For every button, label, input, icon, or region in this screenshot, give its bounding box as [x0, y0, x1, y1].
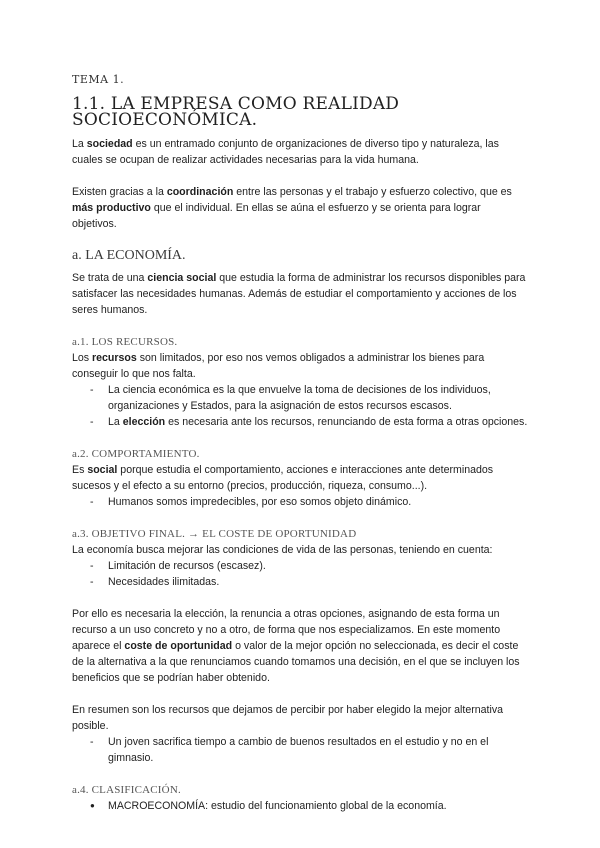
list-item: ● MACROECONOMÍA: estudio del funcionamiento global de la economía. [72, 798, 528, 814]
bold-term: coordinación [166, 186, 234, 198]
recursos-paragraph: Los recursos son limitados, por eso nos vemos obligados a administrar los bienes para conseguir lo que nos falta. [72, 352, 485, 380]
coste-oportunidad-paragraph: Por ello es necesaria la elección, la renuncia a otras opciones, asignando de esta forma un recurso a un uso concreto y no a otro, de forma que nos especializamos. En este momento aparece el coste de oportunidad o valor de la mejor opción no seleccionada, es decir el coste de la alternativa a la que renunciamos cuando tomamos una decisión, en el que se incluyen los beneficios que se podrían haber obtenido. [72, 608, 520, 684]
subsection-heading-comportamiento: a.2. COMPORTAMIENTO. [72, 448, 200, 460]
resumen-paragraph: En resumen son los recursos que dejamos de percibir por haber elegido la mejor alternativa posible. [72, 704, 504, 732]
bold-term: ciencia social [147, 272, 217, 284]
comportamiento-paragraph: Es social porque estudia el comportamiento, acciones e interacciones ante determinados sucesos y el efecto a su entorno (precios, producción, riqueza, consumo...). [72, 464, 494, 492]
clasificacion-list [72, 798, 528, 814]
bold-term: coste de oportunidad [124, 640, 233, 652]
subsection-heading-clasificacion: a.4. CLASIFICACIÓN. [72, 784, 181, 796]
page-title: 1.1. LA EMPRESA COMO REALIDAD SOCIOECONÓMICA. [72, 94, 400, 130]
list-item: - Un joven sacrifica tiempo a cambio de buenos resultados en el estudio y no en el gimnasio. [72, 734, 528, 766]
list-item: - La elección es necesaria ante los recursos, renunciando de esta forma a otras opciones. [72, 414, 528, 430]
comportamiento-list [72, 494, 528, 510]
intro-paragraph-1: La sociedad es un entramado conjunto de organizaciones de diverso tipo y naturaleza, las cuales se ocupan de realizar actividades necesarias para la vida humana. [72, 138, 499, 166]
bold-term: más productivo [72, 202, 151, 214]
economia-paragraph: Se trata de una ciencia social que estudia la forma de administrar los recursos disponibles para satisfacer las necesidades humanas. Además de estudiar el comportamiento y acciones de los seres humanos. [72, 272, 526, 316]
section-heading-economia: a. LA ECONOMÍA. [72, 248, 186, 263]
topic-label: TEMA 1. [72, 73, 125, 86]
objetivo-paragraph: La economía busca mejorar las condiciones de vida de las personas, teniendo en cuenta: [72, 544, 493, 556]
list-item: - Necesidades ilimitadas. [72, 574, 528, 590]
intro-paragraph-2: Existen gracias a la coordinación entre las personas y el trabajo y esfuerzo colectivo, que es más productivo que el individual. En ellas se aúna el esfuerzo y se orienta para lograr objetivos. [72, 186, 512, 230]
list-item: - Limitación de recursos (escasez). [72, 558, 528, 574]
bold-term: elección [122, 416, 166, 428]
list-item: - Humanos somos impredecibles, por eso somos objeto dinámico. [72, 494, 528, 510]
resumen-list [72, 734, 528, 766]
bold-term: recursos [92, 352, 137, 364]
bold-term: sociedad [86, 138, 133, 150]
bold-term: social [87, 464, 118, 476]
subsection-heading-objetivo: a.3. OBJETIVO FINAL. → EL COSTE DE OPORTUNIDAD [72, 528, 357, 540]
objetivo-list [72, 558, 528, 590]
subsection-heading-recursos: a.1. LOS RECURSOS. [72, 336, 178, 348]
list-item: - La ciencia económica es la que envuelve la toma de decisiones de los individuos, organizaciones y Estados, para la asignación de estos recursos escasos. [72, 382, 528, 414]
recursos-list [72, 382, 528, 430]
